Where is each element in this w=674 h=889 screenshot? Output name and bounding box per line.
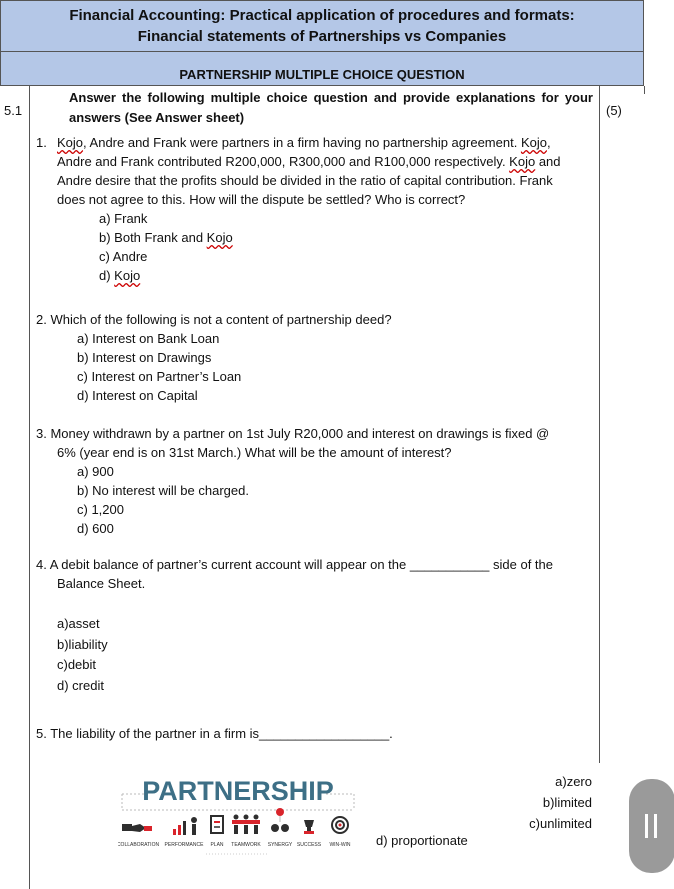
question-1	[36, 133, 596, 285]
instruction-text: Answer the following multiple choice question and provide explanations for your answers (See Answer sheet)	[69, 90, 593, 125]
question-4	[36, 555, 596, 696]
grip-line-icon	[654, 814, 657, 838]
answer-blank: __________________	[259, 726, 390, 741]
teamwork-people-icon	[232, 815, 260, 835]
option: d) Kojo	[99, 268, 141, 283]
grip-line-icon	[645, 814, 648, 838]
question-2	[36, 310, 596, 405]
option: a)zero	[555, 774, 592, 789]
option: a) 900	[77, 464, 114, 479]
logo-label: TEAMWORK	[231, 842, 261, 848]
option: b) Interest on Drawings	[77, 350, 212, 365]
table-border-right	[644, 86, 645, 94]
question-5-stem: 5. The liability of the partner in a firm is__________________.	[36, 726, 393, 741]
section-subtitle: PARTNERSHIP MULTIPLE CHOICE QUESTION	[0, 52, 644, 86]
option: c) Andre	[99, 249, 148, 264]
logo-label: WIN-WIN	[329, 842, 351, 848]
header-title-line2: Financial statements of Partnerships vs Companies	[137, 28, 507, 45]
option: d) 600	[77, 521, 114, 536]
option: d) Interest on Capital	[77, 388, 198, 403]
question-2-options	[36, 329, 596, 405]
question-number: 5.1	[4, 103, 23, 118]
answer-blank: ___________	[409, 557, 490, 572]
option: d) credit	[57, 677, 104, 693]
header-title-line1: Financial Accounting: Practical application of procedures and formats:	[69, 7, 575, 24]
question-3-stem: 3. Money withdrawn by a partner on 1st July R20,000 and interest on drawings is fixed @ 6% (year end is on 31st March.) What will be the amount of interest?	[36, 426, 550, 460]
success-trophy-icon	[304, 820, 314, 834]
option: a)asset	[57, 616, 100, 631]
option: b) Both Frank and Kojo	[99, 230, 233, 245]
logo-label: SYNERGY	[267, 842, 293, 848]
option: a) Interest on Bank Loan	[77, 331, 220, 346]
marks-allocation: (5)	[606, 103, 622, 118]
question-3	[36, 424, 596, 538]
question-4-stem: 4. A debit balance of partner’s current account will appear on the ___________ side of the Balance Sheet.	[36, 557, 554, 591]
option: c)unlimited	[529, 816, 592, 831]
question-3-options	[36, 462, 596, 538]
option: d) proportionate	[376, 833, 468, 848]
partnership-logo-graphic	[118, 776, 358, 876]
document-header	[0, 0, 644, 52]
question-5-options	[529, 771, 592, 834]
column-divider-left	[29, 86, 30, 889]
question-2-stem: 2. Which of the following is not a content of partnership deed?	[36, 312, 392, 327]
question-4-options	[36, 614, 596, 696]
partnership-logo	[118, 776, 358, 876]
plan-clipboard-icon	[211, 816, 223, 833]
handshake-icon	[122, 824, 152, 832]
option: c)debit	[57, 657, 97, 672]
performance-chart-icon	[173, 817, 197, 835]
option: b) No interest will be charged.	[77, 483, 249, 498]
logo-title: PARTNERSHIP	[142, 776, 334, 806]
question-1-stem: 1. Kojo, Andre and Frank were partners in a firm having no partnership agreement. Kojo, Andre and Frank contributed R200,000, R300,000 and R100,000 respectively. Kojo and Andre desire that the profits should be divided in the ratio of capital contribution. Frank does not agree to this. How will the dispute be settled? Who is correct?	[36, 135, 561, 207]
logo-label: SUCCESS	[296, 842, 322, 848]
synergy-gears-icon	[271, 808, 289, 832]
logo-label: PLAN	[210, 842, 224, 848]
scroll-handle[interactable]	[629, 779, 674, 873]
win-win-target-icon	[332, 817, 348, 833]
logo-label: PERFORMANCE	[164, 842, 204, 848]
option: a) Frank	[99, 211, 148, 226]
logo-label: COLLABORATION	[118, 842, 160, 848]
option: c) Interest on Partner’s Loan	[77, 369, 242, 384]
column-divider-right	[599, 86, 600, 763]
question-1-options	[36, 209, 596, 285]
option: c) 1,200	[77, 502, 124, 517]
option: b)limited	[542, 795, 592, 810]
option: b)liability	[57, 636, 108, 652]
